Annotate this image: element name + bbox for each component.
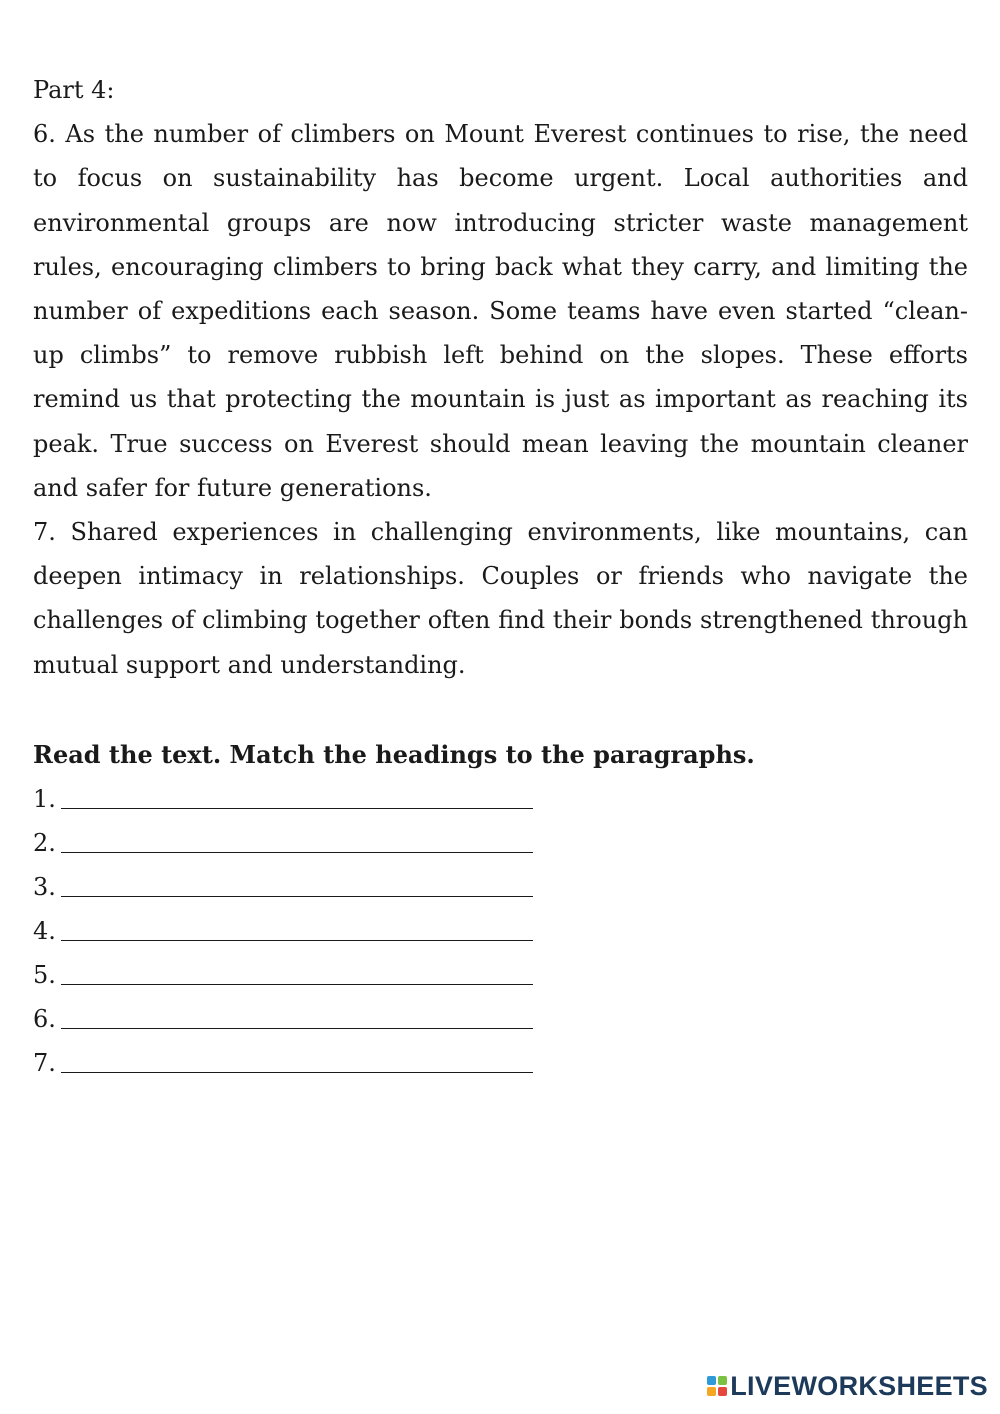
answer-number: 7. [33, 1048, 56, 1077]
logo-text: LIVEWORKSHEETS [730, 1370, 988, 1401]
answer-number: 4. [33, 916, 56, 945]
answer-blank[interactable] [61, 1071, 533, 1073]
answer-row [33, 821, 968, 865]
answer-blank[interactable] [61, 807, 533, 809]
liveworksheets-logo[interactable] [707, 1366, 988, 1406]
logo-tile [718, 1376, 727, 1385]
paragraph-7: 7. Shared experiences in challenging environments, like mountains, can deepen intimacy in relationships. Couples or friends who navigate the challenges of climbing together often find their bonds strengthened through mutual support and understanding. [33, 518, 968, 679]
answer-row [33, 909, 968, 953]
answer-row [33, 865, 968, 909]
answer-blank[interactable] [61, 939, 533, 941]
liveworksheets-logo-icon [707, 1376, 727, 1396]
answer-number: 5. [33, 960, 56, 989]
answer-number: 1. [33, 784, 56, 813]
instructions-heading: Read the text. Match the headings to the paragraphs. [33, 739, 755, 769]
logo-tile [707, 1376, 716, 1385]
answer-row [33, 1041, 968, 1085]
answer-number: 3. [33, 872, 56, 901]
logo-tile [718, 1387, 727, 1396]
answer-blank[interactable] [61, 851, 533, 853]
answer-blank[interactable] [61, 1027, 533, 1029]
answer-row [33, 953, 968, 997]
answer-blank[interactable] [61, 895, 533, 897]
answer-row [33, 777, 968, 821]
logo-tile [707, 1387, 716, 1396]
answer-list [33, 777, 968, 1085]
part-heading: Part 4: [33, 76, 115, 104]
answer-number: 6. [33, 1004, 56, 1033]
paragraph-6: 6. As the number of climbers on Mount Everest continues to rise, the need to focus on sustainability has become urgent. Local authorities and environmental groups are now introducing stricter waste management rules, encouraging climbers to bring back what they carry, and limiting the number of expeditions each season. Some teams have even started “clean-up climbs” to remove rubbish left behind on the slopes. These efforts remind us that protecting the mountain is just as important as reaching its peak. True success on Everest should mean leaving the mountain cleaner and safer for future generations. [33, 120, 968, 502]
answer-number: 2. [33, 828, 56, 857]
worksheet-page [33, 68, 968, 1085]
answer-row [33, 997, 968, 1041]
answer-blank[interactable] [61, 983, 533, 985]
